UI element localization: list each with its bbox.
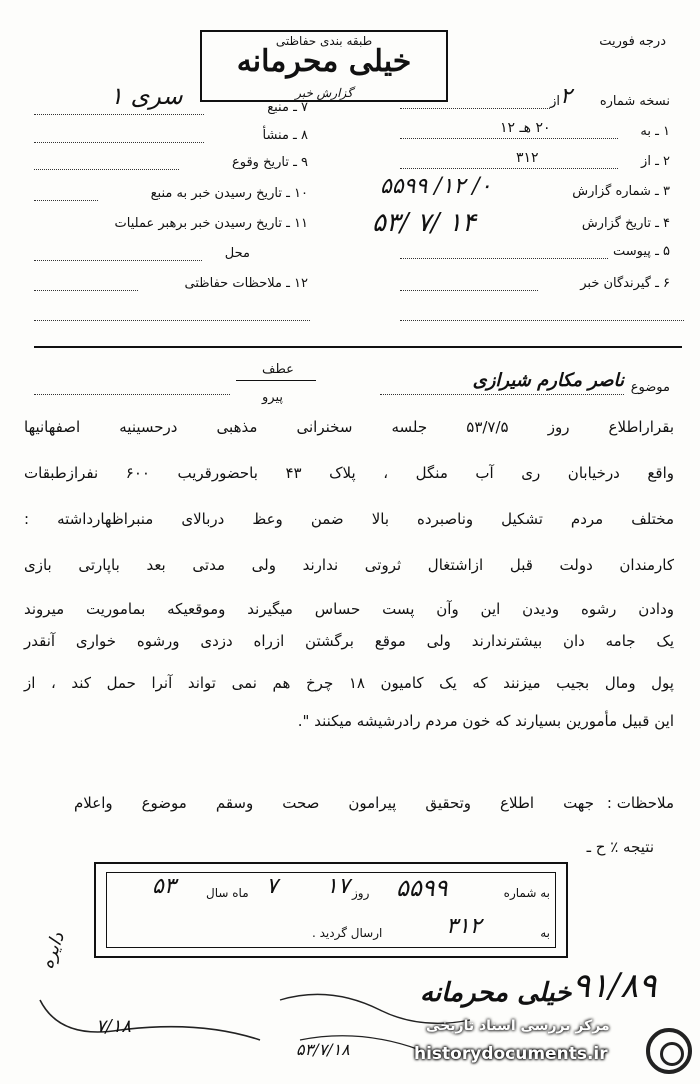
stamp-title: طبقه بندی حفاظتی	[275, 34, 373, 48]
reg-to-value: ۳۱۲	[446, 914, 482, 939]
field-label-report-date: ۴ ـ تاریخ گزارش	[581, 216, 670, 231]
field-value-from: ۳۱۲	[516, 150, 539, 166]
body-line: پول ومال بجیب میزنند که یک کامیون ۱۸ چرخ هم نمی تواند آنرا حمل کند ، از	[24, 674, 674, 692]
body-line: کارمندان دولت قبل ازاشتغال ثروتی ندارند ولی مدتی بعد باپارتی بازی	[24, 556, 674, 574]
watermark-logo-icon	[646, 1028, 692, 1074]
remarks-text: جهت اطلاع وتحقیق پیرامون صحت وسقم موضوع واعلام	[74, 794, 594, 812]
field-label-origin: ۸ ـ منشأ	[262, 128, 308, 143]
field-value-report-number: ۵۵۹۹ /۱۲ /۰	[380, 174, 492, 199]
reg-day-label: روز	[352, 886, 370, 900]
field-label-source: ۷ ـ منبع	[267, 100, 308, 115]
reg-day-value: ۱۷	[326, 874, 350, 899]
remarks-label: ملاحظات :	[606, 794, 674, 812]
field-label-to: ۱ ـ به	[640, 124, 670, 139]
margin-stroke	[40, 1000, 260, 1040]
field-label-recipients: ۶ ـ گیرندگان خبر	[580, 276, 670, 291]
body-line: واقع درخیابان ری آب منگل ، پلاک ۴۳ باحضورقریب ۶۰۰ نفرازطبقات	[24, 464, 674, 482]
body-line: یک جامه دان بیشترندارند ولی موقع برگشتن ازراه دزدی ورشوه خواری آنقدر	[24, 632, 674, 650]
reg-sent-label: ارسال گردید .	[312, 926, 383, 940]
handwritten-note-top: سری‌ ۱	[110, 82, 183, 110]
subject-label: موضوع	[630, 380, 670, 395]
signature-classification: خیلی محرمانه	[420, 978, 572, 1008]
field-label-copy-number: نسخه شماره	[599, 94, 670, 109]
watermark-org: مرکز بررسی اسناد تاریخی	[426, 1018, 610, 1034]
body-line: بقراراطلاع روز ۵۳/۷/۵ جلسه سخنرانی مذهبی درحسینیه اصفهانیها	[24, 418, 674, 436]
body-line: مختلف مردم تشکیل وناصبرده بالا ضمن وعظ دربالای منبراظهارداشته :	[24, 510, 674, 528]
stamp-subtitle: گزارش خبر	[295, 86, 353, 100]
field-label-news-to-ops: ۱۱ ـ تاریخ رسیدن خبر برهبر عملیات	[114, 216, 308, 231]
field-label-place: محل	[224, 246, 250, 261]
field-label-attachment: ۵ ـ پیوست	[613, 244, 670, 259]
subject-value: ناصر مکارم شیرازی	[472, 370, 624, 391]
archive-number: ۹۱/۸۹	[572, 966, 657, 1006]
stamp-handwritten-classification: خیلی محرمانه	[236, 44, 412, 79]
reg-year-label: ماه سال	[206, 886, 249, 900]
remarks-result: نتیجه ٪ ح ـ	[586, 838, 654, 856]
field-value-copy-number: ۲	[560, 84, 572, 109]
field-value-report-date: ۵۳/ ۷/ ۱۴	[372, 208, 476, 238]
margin-note-date: ۷/۱۸	[96, 1016, 132, 1037]
field-label-copy-of: از	[550, 94, 560, 109]
urgency-label: درجه فوریت	[599, 34, 666, 49]
body-line: این قبیل مأمورین بسیارند که خون مردم رادرشیشه میکنند ".	[297, 712, 674, 730]
reg-year-value: ۵۳	[152, 874, 176, 899]
field-label-report-number: ۳ ـ شماره گزارش	[572, 184, 670, 199]
watermark-site: historydocuments.ir	[414, 1044, 608, 1064]
reg-to-label: به	[540, 926, 550, 940]
field-label-from: ۲ ـ از	[641, 154, 670, 169]
field-label-security-remarks: ۱۲ ـ ملاحظات حفاظتی	[184, 276, 308, 291]
field-value-to: ۲۰ هـ ۱۲	[500, 120, 551, 136]
field-label-event-date: ۹ ـ تاریخ وقوع	[231, 155, 308, 170]
body-line: ودادن رشوه ودیدن این وآن پست حساس میگیرند وموقعیکه بماموریت میروند	[24, 600, 674, 618]
field-label-news-to-source: ۱۰ ـ تاریخ رسیدن خبر به منبع	[150, 186, 308, 201]
signature-date: ۵۳/۷/۱۸	[296, 1040, 350, 1059]
reference-label: عطف	[262, 362, 294, 377]
reg-number-value: ۵۵۹۹	[396, 874, 448, 902]
margin-note-vertical: دایره	[36, 929, 69, 972]
reg-number-label: به شماره	[503, 886, 550, 900]
reg-month-value: ۷	[266, 874, 278, 899]
follow-up-label: پیرو	[262, 390, 283, 405]
